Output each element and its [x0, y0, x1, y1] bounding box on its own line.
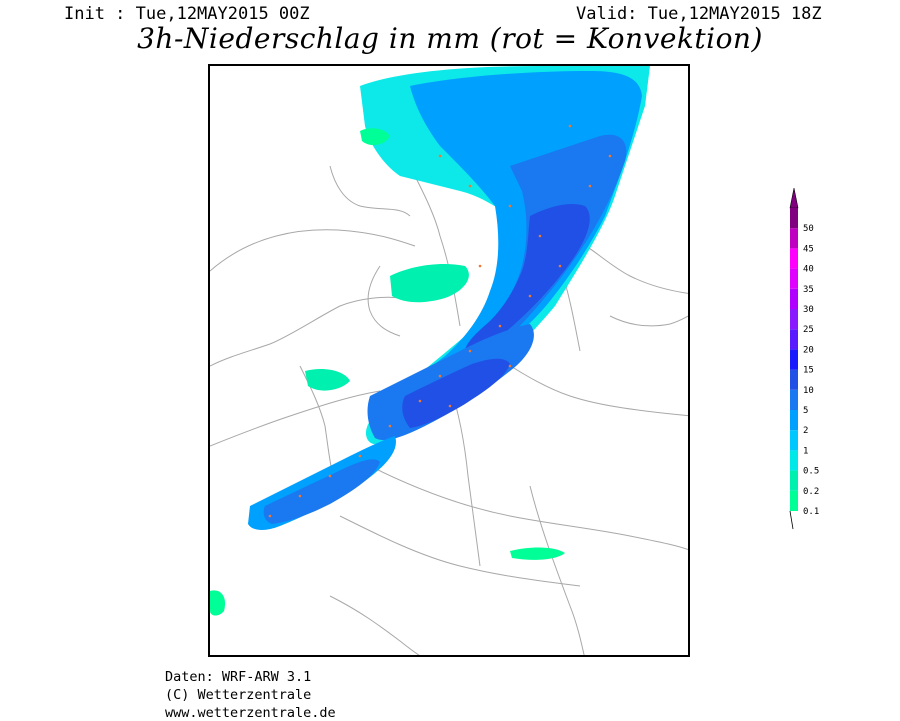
legend-swatch	[790, 450, 798, 470]
init-time-label: Init : Tue,12MAY2015 00Z	[64, 4, 310, 24]
map-canvas	[210, 66, 690, 657]
legend-tail	[790, 511, 793, 529]
legend-swatch	[790, 289, 798, 309]
legend-swatch	[790, 430, 798, 450]
copyright-label: (C) Wetterzentrale	[165, 687, 312, 703]
legend-labels	[803, 224, 819, 517]
legend-label: 20	[803, 345, 814, 356]
legend-swatch	[790, 208, 798, 228]
precipitation-field	[210, 66, 650, 616]
legend-arrow-top	[790, 188, 798, 208]
legend-label: 1	[803, 446, 809, 457]
data-source-label: Daten: WRF-ARW 3.1	[165, 669, 312, 685]
website-label: www.wetterzentrale.de	[165, 705, 336, 721]
legend-label: 0.1	[803, 507, 820, 517]
legend-label: 45	[803, 244, 814, 255]
legend-label: 50	[803, 224, 814, 235]
legend-swatch	[790, 390, 798, 410]
legend-label: 35	[803, 284, 814, 295]
legend-swatch	[790, 228, 798, 248]
legend-label: 0.2	[803, 486, 820, 497]
legend-swatch	[790, 269, 798, 289]
legend-swatch	[790, 410, 798, 430]
legend-label: 0.5	[803, 466, 820, 477]
legend-swatch	[790, 248, 798, 268]
legend-swatch	[790, 370, 798, 390]
legend-swatch	[790, 329, 798, 349]
map-title: 3h-Niederschlag in mm (rot = Konvektion)	[137, 22, 763, 55]
legend-label: 40	[803, 264, 814, 275]
legend-label: 5	[803, 406, 809, 416]
legend-label: 2	[803, 426, 809, 437]
legend-label: 30	[803, 305, 814, 315]
legend-label: 10	[803, 385, 814, 396]
legend-swatch	[790, 349, 798, 369]
legend-label: 15	[803, 365, 814, 376]
legend-swatch	[790, 491, 798, 511]
valid-time-label: Valid: Tue,12MAY2015 18Z	[576, 4, 822, 24]
precipitation-map	[208, 64, 690, 657]
legend-swatch	[790, 471, 798, 491]
precipitation-legend	[786, 186, 846, 531]
legend-swatch	[790, 309, 798, 329]
legend-color-bar	[790, 188, 798, 529]
legend-label: 25	[803, 325, 814, 336]
